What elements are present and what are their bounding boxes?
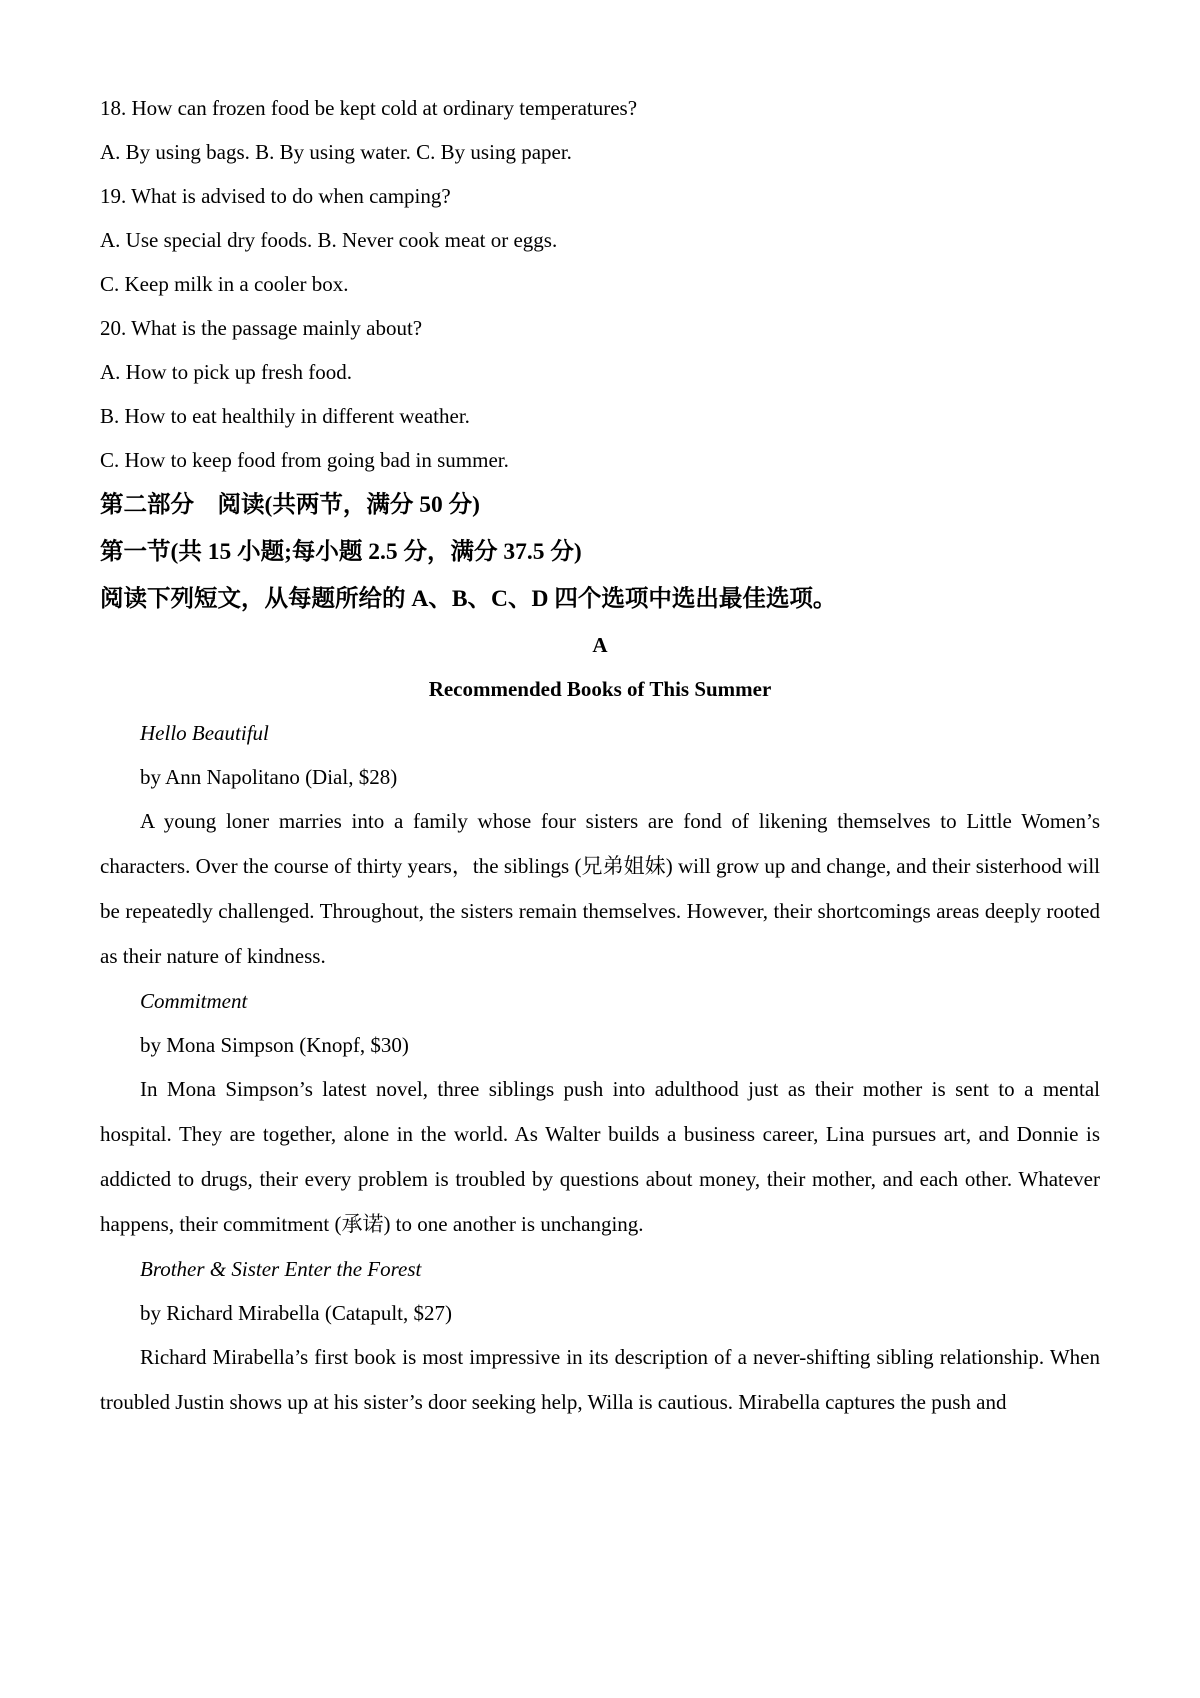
question-18-options: A. By using bags. B. By using water. C. By using paper.	[100, 140, 572, 164]
passage-title: Recommended Books of This Summer	[428, 677, 772, 701]
question-20-option-a: A. How to pick up fresh food.	[100, 360, 352, 384]
question-19-option-c: C. Keep milk in a cooler box.	[100, 272, 349, 296]
question-20-option-b: B. How to eat healthily in different weather.	[100, 404, 470, 428]
section-heading-part2: 第二部分 阅读(共两节，满分 50 分)	[100, 492, 480, 518]
section-instructions: 阅读下列短文，从每题所给的 A、B、C、D 四个选项中选出最佳选项。	[100, 586, 837, 612]
question-18: 18. How can frozen food be kept cold at ordinary temperatures?	[100, 96, 638, 120]
passage-label: A	[592, 633, 608, 657]
book-title-brother-sister: Brother & Sister Enter the Forest	[140, 1257, 422, 1281]
question-20-option-c: C. How to keep food from going bad in summer.	[100, 448, 509, 472]
question-20: 20. What is the passage mainly about?	[100, 316, 423, 340]
book-description-commitment: In Mona Simpson’s latest novel, three siblings push into adulthood just as their mother is sent to a mental hospital. They are together, alone in the world. As Walter builds a business career, Lina pursues art, and Donnie is addicted to drugs, their every problem is troubled by questions about money, their mother, and each other. Whatever happens, their commitment (承诺) to one another is unchanging.	[100, 1077, 1100, 1236]
book-byline-hello-beautiful: by Ann Napolitano (Dial, $28)	[140, 765, 398, 789]
book-byline-brother-sister: by Richard Mirabella (Catapult, $27)	[140, 1301, 452, 1325]
book-title-hello-beautiful: Hello Beautiful	[140, 721, 269, 745]
book-description-brother-sister: Richard Mirabella’s first book is most impressive in its description of a never-shifting sibling relationship. When troubled Justin shows up at his sister’s door seeking help, Willa is cautious. Mirabella captures the push and	[100, 1345, 1100, 1414]
question-19: 19. What is advised to do when camping?	[100, 184, 451, 208]
book-byline-commitment: by Mona Simpson (Knopf, $30)	[140, 1033, 409, 1057]
book-title-commitment: Commitment	[140, 989, 248, 1013]
section-heading-node1: 第一节(共 15 小题;每小题 2.5 分，满分 37.5 分)	[100, 539, 582, 565]
book-description-hello-beautiful: A young loner marries into a family whose four sisters are fond of likening themselves to Little Women’s characters. Over the course of thirty years，the siblings (兄弟姐妹) will grow up and change, and their sisterhood will be repeatedly challenged. Throughout, the sisters remain themselves. However, their shortcomings areas deeply rooted as their nature of kindness.	[100, 809, 1100, 968]
question-19-options-ab: A. Use special dry foods. B. Never cook meat or eggs.	[100, 228, 558, 252]
